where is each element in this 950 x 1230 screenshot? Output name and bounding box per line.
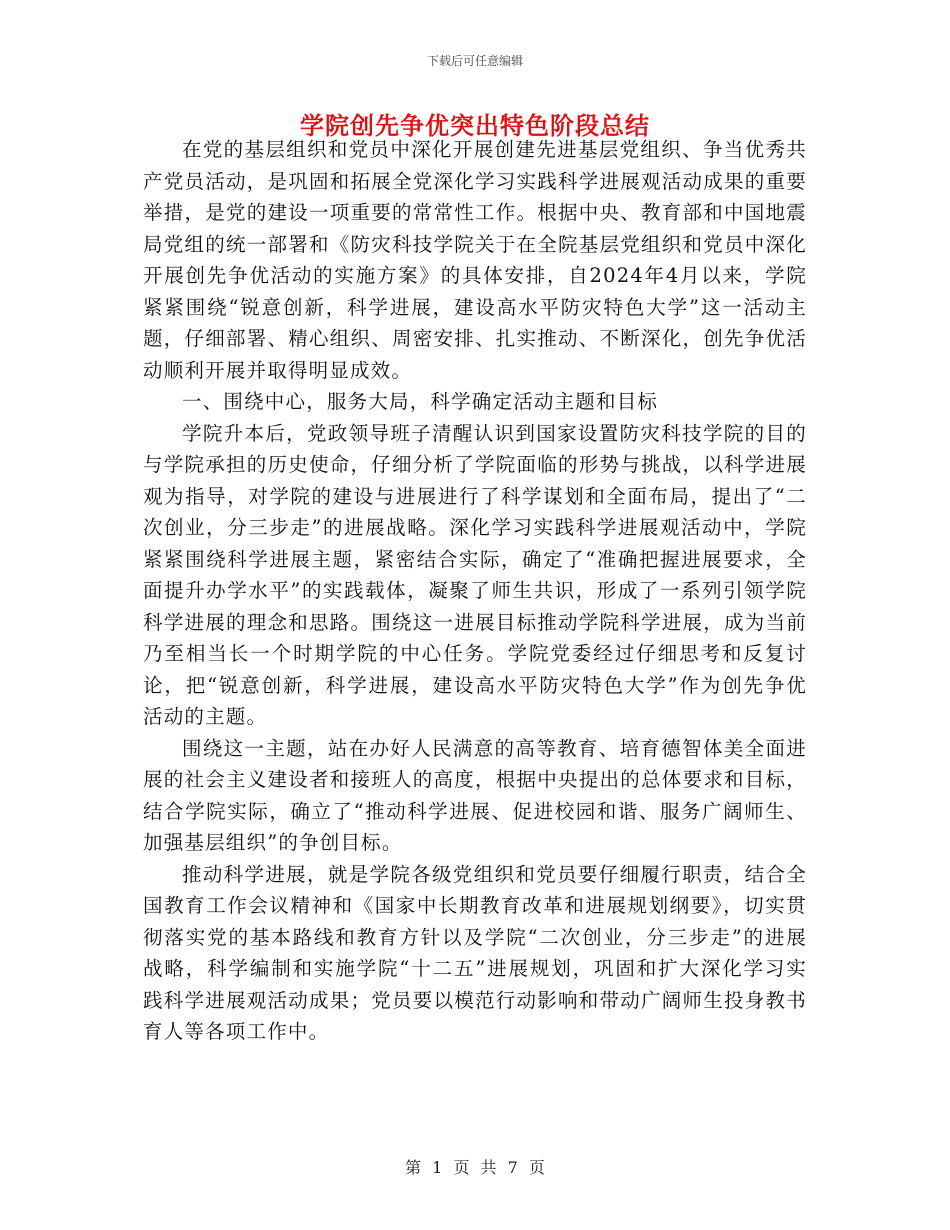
document-title: 学院创先争优突出特色阶段总结 (300, 111, 650, 140)
document-body (143, 134, 807, 1048)
paragraph-intro: 在党的基层组织和党员中深化开展创建先进基层党组织、争当优秀共产党员活动，是巩固和拓展全党深化学习实践科学进展观活动成果的重要举措，是党的建设一项重要的常常性工作。根据中央、教育部和中国地震局党组的统一部署和《防灾科技学院关于在全院基层党组织和党员中深化开展创先争优活动的实施方案》的具体安排，自2024年4月以来，学院紧紧围绕“锐意创新，科学进展，建设高水平防灾特色大学”这一活动主题，仔细部署、精心组织、周密安排、扎实推动、不断深化，创先争优活动顺利开展并取得明显成效。 (143, 138, 807, 382)
paragraph-3: 围绕这一主题，站在办好人民满意的高等教育、培育德智体美全面进展的社会主义建设者和接班人的高度，根据中央提出的总体要求和目标，结合学院实际，确立了“推动科学进展、促进校园和谐、服务广阔师生、加强基层组织”的争创目标。 (143, 736, 807, 854)
page-header-note: 下载后可任意编辑 (426, 54, 523, 68)
paragraph-4: 推动科学进展，就是学院各级党组织和党员要仔细履行职责，结合全国教育工作会议精神和《国家中长期教育改革和进展规划纲要》，切实贯彻落实党的基本路线和教育方针以及学院“二次创业，分三步走”的进展战略，科学编制和实施学院“十二五”进展规划，巩固和扩大深化学习实践科学进展观活动成果；党员要以模范行动影响和带动广阔师生投身教书育人等各项工作中。 (143, 862, 807, 1043)
page-number-footer: 第 1 页 共 7 页 (405, 1158, 545, 1177)
section-heading-1: 一、围绕中心，服务大局，科学确定活动主题和目标 (182, 390, 659, 413)
paragraph-2: 学院升本后，党政领导班子清醒认识到国家设置防灾科技学院的目的与学院承担的历史使命，仔细分析了学院面临的形势与挑战，以科学进展观为指导，对学院的建设与进展进行了科学谋划和全面布局，提出了“二次创业，分三步走”的进展战略。深化学习实践科学进展观活动中，学院紧紧围绕科学进展主题，紧密结合实际，确定了“准确把握进展要求，全面提升办学水平”的实践载体，凝聚了师生共识，形成了一系列引领学院科学进展的理念和思路。围绕这一进展目标推动学院科学进展，成为当前乃至相当长一个时期学院的中心任务。学院党委经过仔细思考和反复讨论，把“锐意创新，科学进展，建设高水平防灾特色大学”作为创先争优活动的主题。 (143, 421, 807, 728)
